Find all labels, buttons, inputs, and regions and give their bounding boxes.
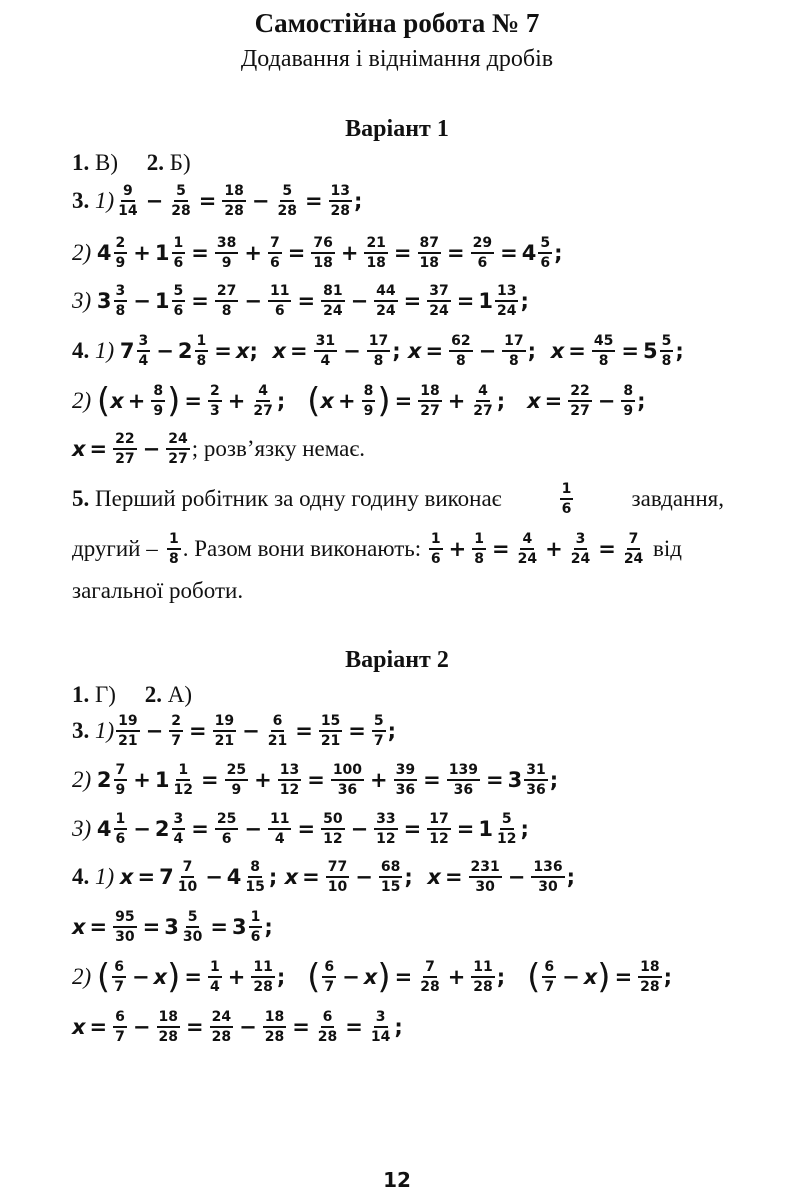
v1-q3-2-expression: 4 $\frac{2}{9}$ + 1 $\frac{1}{6}$ = $\frac{38}{9}$ + $\frac{7}{6}$ = $\frac{76}{18}$ + $\frac{21}{18}$ = $\frac{87}{18}$ = $\frac{29}{6}$ = 4 $\frac{5}{6}$ ;: [96, 235, 563, 271]
v2-q4-1-continuation: [72, 910, 273, 944]
v2-q2-answer: А): [167, 682, 192, 707]
v1-q3-1-expression: $\frac{9}{14}$ − $\frac{5}{28}$ = $\frac{18}{28}$ − $\frac{5}{28}$ = $\frac{13}{28}$ ;: [118, 183, 363, 219]
v2-q3-1: [72, 714, 396, 748]
v1-q5-text-c: другий –: [72, 536, 158, 561]
v2-q3-3: [72, 812, 529, 846]
v1-q3-item2-label: 2): [72, 240, 92, 265]
v2-q3-item3-label: 3): [72, 816, 92, 841]
v1-q1-answer: В): [95, 150, 118, 175]
variant-1-heading: Варіант 1: [345, 116, 449, 142]
v1-q4-2-expression: ( x + $\frac{8}{9}$ ) = $\frac{2}{3}$ + $\frac{4}{27}$ ; ( x + $\frac{8}{9}$ ) = $\frac{18}{27}$ + $\frac{4}{27}$ ; x = $\frac{22}{27}$ − $\frac{8}{9}$ ;: [96, 381, 646, 421]
v1-q2-number: 2.: [146, 150, 164, 175]
v1-q3-item3-label: 3): [72, 288, 92, 313]
v1-q3-2: [72, 236, 563, 270]
v2-q2-number: 2.: [144, 682, 162, 707]
v1-q5-text-b: завдання,: [631, 486, 724, 511]
v1-q5-text-a: Перший робітник за одну годину виконає: [95, 486, 502, 511]
v1-q5-text-d: . Разом вони виконають:: [182, 536, 422, 561]
v2-q4-1-expression: x = 7 $\frac{7}{10}$ − 4 $\frac{8}{15}$ ; x = $\frac{77}{10}$ − $\frac{68}{15}$ ; x = $\frac{231}{30}$ − $\frac{136}{30}$ ;: [119, 859, 576, 895]
v1-q5-line3: [72, 578, 243, 604]
v2-q3-2: [72, 763, 558, 797]
v2-q4-1-result: x = $\frac{95}{30}$ = 3 $\frac{5}{30}$ = 3 $\frac{1}{6}$ ;: [72, 909, 273, 945]
v1-q3-1: [72, 184, 362, 218]
v1-q4-number: 4.: [72, 338, 90, 363]
v2-q3-number: 3.: [72, 718, 90, 743]
v2-q3-2-expression: 2 $\frac{7}{9}$ + 1 $\frac{1}{12}$ = $\frac{25}{9}$ + $\frac{13}{12}$ = $\frac{100}{36}$ + $\frac{39}{36}$ = $\frac{139}{36}$ = 3 $\frac{31}{36}$ ;: [96, 762, 559, 798]
v1-q4-2-result: x = $\frac{22}{27}$ − $\frac{24}{27}$: [72, 431, 188, 467]
variant-2-heading: Варіант 2: [345, 647, 449, 673]
v1-q5-text-e: від: [653, 536, 682, 561]
v1-q5-line2: [72, 532, 682, 566]
v2-q4-2-continuation: [72, 1010, 403, 1044]
v1-q4-1: [72, 334, 684, 368]
page-title: Самостійна робота № 7: [254, 8, 540, 38]
v1-q5-number: 5.: [72, 486, 90, 511]
page-subtitle: Додавання і віднімання дробів: [240, 46, 554, 72]
v1-q5-line1: [72, 482, 724, 516]
v1-q3-item1-label: 1): [95, 188, 115, 213]
v2-q3-1-expression: $\frac{19}{21}$ − $\frac{2}{7}$ = $\frac{19}{21}$ − $\frac{6}{21}$ = $\frac{15}{21}$ = $\frac{5}{7}$ ;: [118, 713, 397, 749]
v1-no-solution-text: ; розв’язку немає.: [191, 436, 365, 461]
v1-q3-3: [72, 284, 529, 318]
v1-answers-1-2: [72, 150, 191, 176]
v1-q5-frac-first: $\frac{1}{6}$: [561, 481, 572, 517]
v2-q4-item2-label: 2): [72, 964, 92, 989]
v2-answers-1-2: [72, 682, 192, 708]
v1-q4-2-continuation: [72, 432, 365, 466]
v1-q2-answer: Б): [169, 150, 191, 175]
v2-q1-number: 1.: [72, 682, 90, 707]
v2-q3-3-expression: 4 $\frac{1}{6}$ − 2 $\frac{3}{4}$ = $\frac{25}{6}$ − $\frac{11}{4}$ = $\frac{50}{12}$ − $\frac{33}{12}$ = $\frac{17}{12}$ = 1 $\frac{5}{12}$ ;: [96, 811, 529, 847]
v1-q4-1-expression: 7 $\frac{3}{4}$ − 2 $\frac{1}{8}$ = x ; x = $\frac{31}{4}$ − $\frac{17}{8}$ ; x = $\frac{62}{8}$ − $\frac{17}{8}$ ; x = $\frac{45}{8}$ = 5 $\frac{5}{8}$ ;: [119, 333, 684, 369]
v2-q1-answer: Г): [95, 682, 116, 707]
v1-q5-frac-second: $\frac{1}{8}$: [169, 531, 179, 567]
v1-q4-item1-label: 1): [95, 338, 115, 363]
v1-q4-2: [72, 381, 646, 421]
v1-q3-number: 3.: [72, 188, 90, 213]
v1-q3-3-expression: 3 $\frac{3}{8}$ − 1 $\frac{5}{6}$ = $\frac{27}{8}$ − $\frac{11}{6}$ = $\frac{81}{24}$ − $\frac{44}{24}$ = $\frac{37}{24}$ = 1 $\frac{13}{24}$ ;: [96, 283, 529, 319]
v2-q4-number: 4.: [72, 864, 90, 889]
v2-q4-item1-label: 1): [95, 864, 115, 889]
v1-q5-expression: $\frac{1}{6}$ + $\frac{1}{8}$ = $\frac{4}{24}$ + $\frac{3}{24}$ = $\frac{7}{24}$: [430, 531, 644, 567]
v1-q1-number: 1.: [72, 150, 90, 175]
page-number: 12: [383, 1168, 411, 1192]
v1-q4-item2-label: 2): [72, 388, 92, 413]
v2-q3-item2-label: 2): [72, 767, 92, 792]
v2-q4-1: [72, 860, 575, 894]
v1-q5-text-f: загальної роботи.: [72, 578, 244, 603]
v2-q4-2-expression: ( $\frac{6}{7}$ − x ) = $\frac{1}{4}$ + $\frac{11}{28}$ ; ( $\frac{6}{7}$ − x ) = $\frac{7}{28}$ + $\frac{11}{28}$ ; ( $\frac{6}{7}$ − x ) = $\frac{18}{28}$ ;: [96, 957, 673, 997]
v2-q4-2-result: x = $\frac{6}{7}$ − $\frac{18}{28}$ = $\frac{24}{28}$ − $\frac{18}{28}$ = $\frac{6}{28}$ = $\frac{3}{14}$ ;: [72, 1009, 403, 1045]
v2-q4-2: [72, 957, 673, 997]
v2-q3-item1-label: 1): [95, 718, 115, 743]
